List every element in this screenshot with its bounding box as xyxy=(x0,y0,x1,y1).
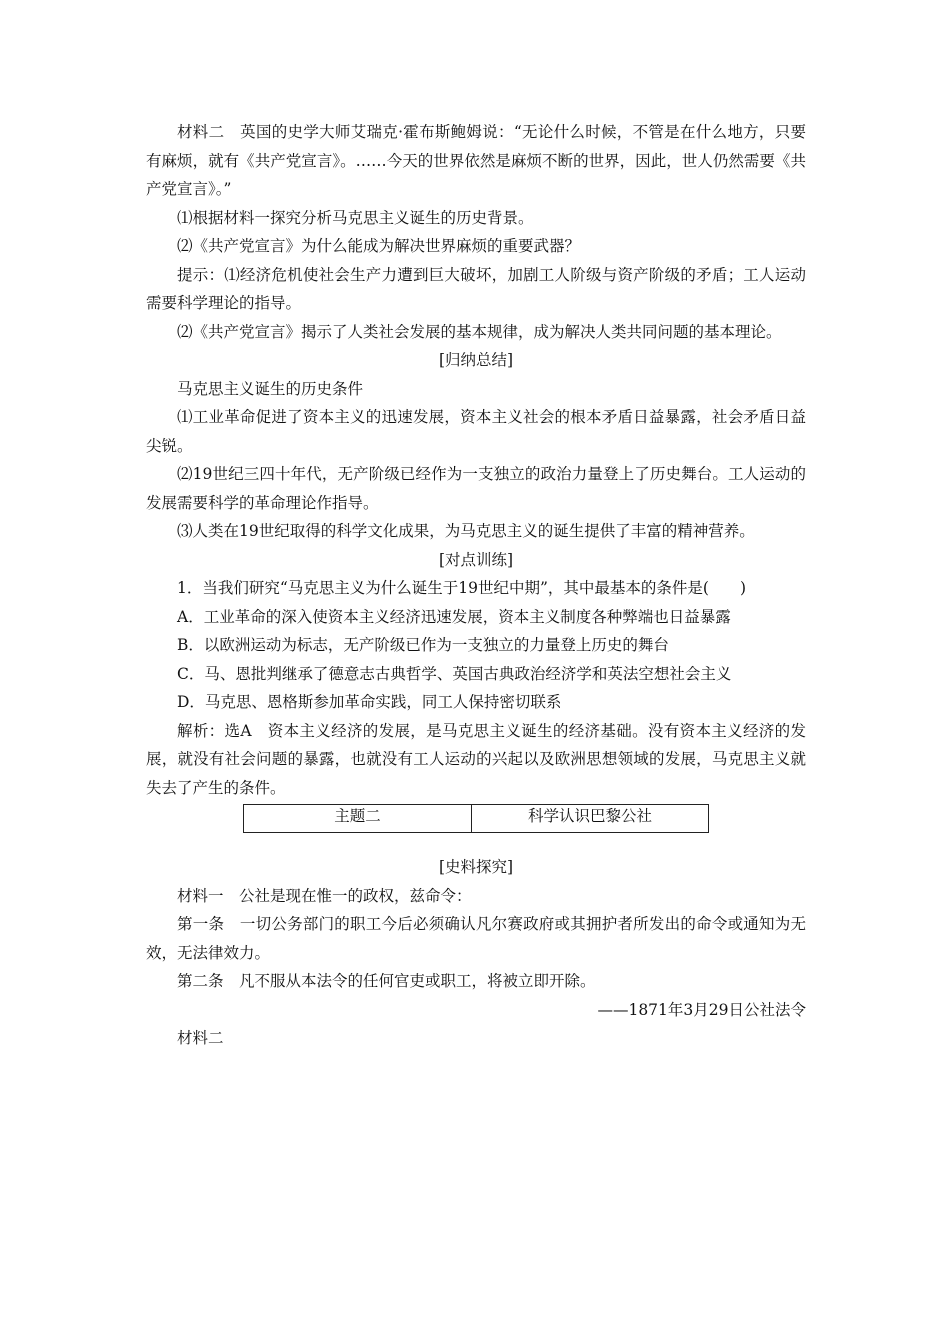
citation: ——1871年3月29日公社法令 xyxy=(597,1000,806,1019)
practice-heading: [对点训练] xyxy=(438,550,514,569)
summary-heading: [归纳总结] xyxy=(438,351,514,369)
practice-question: 1．当我们研究“马克思主义为什么诞生于19世纪中期”，其中最基本的条件是( ) xyxy=(177,579,747,597)
analysis-paragraph: 解析：选A 资本主义经济的发展，是马克思主义诞生的经济基础。没有资本主义经济的发展，就没有社会问题的暴露，也就没有工人运动的兴起以及欧洲思想领域的发展，马克思主义就失去了产生的条件。 xyxy=(146,721,806,797)
question-two: ⑵《共产党宣言》为什么能成为解决世界麻烦的重要武器？ xyxy=(177,237,581,255)
summary-item: ⑵19世纪三四十年代，无产阶级已经作为一支独立的政治力量登上了历史舞台。工人运动的发展需要科学的革命理论作指导。 xyxy=(146,465,806,512)
topic-row xyxy=(244,805,709,833)
source-material-two: 材料二 xyxy=(177,1029,224,1047)
source-material-one: 材料一 公社是现在惟一的政权，兹命令： xyxy=(177,886,472,905)
material-two-paragraph: 材料二 英国的史学大师艾瑞克·霍布斯鲍姆说：“无论什么时候，不管是在什么地方，只要有麻烦，就有《共产党宣言》。……今天的世界依然是麻烦不断的世界，因此，世人仍然需要《共产党宣言》。” xyxy=(146,123,806,198)
topic-title: 科学认识巴黎公社 xyxy=(472,805,709,833)
summary-title: 马克思主义诞生的历史条件 xyxy=(177,379,364,398)
summary-item: ⑴工业革命促进了资本主义的迅速发展，资本主义社会的根本矛盾日益暴露，社会矛盾日益尖锐。 xyxy=(146,408,806,455)
topic-label: 主题二 xyxy=(244,805,472,833)
source-heading: [史料探究] xyxy=(438,858,514,876)
option-b: B．以欧洲运动为标志，无产阶级已作为一支独立的力量登上历史的舞台 xyxy=(177,636,669,654)
option-d: D．马克思、恩格斯参加革命实践，同工人保持密切联系 xyxy=(177,693,562,711)
article-two: 第二条 凡不服从本法令的任何官吏或职工，将被立即开除。 xyxy=(177,972,596,990)
spacer xyxy=(146,833,806,853)
hint-two: ⑵《共产党宣言》揭示了人类社会发展的基本规律，成为解决人类共同问题的基本理论。 xyxy=(177,322,782,341)
summary-item: ⑶人类在19世纪取得的科学文化成果，为马克思主义的诞生提供了丰富的精神营养。 xyxy=(177,522,755,540)
hint-one: 提示：⑴经济危机使社会生产力遭到巨大破坏，加剧工人阶级与资产阶级的矛盾；工人运动需要科学理论的指导。 xyxy=(146,265,806,312)
article-one: 第一条 一切公务部门的职工今后必须确认凡尔赛政府或其拥护者所发出的命令或通知为无效，无法律效力。 xyxy=(146,915,806,962)
question-one: ⑴根据材料一探究分析马克思主义诞生的历史背景。 xyxy=(177,208,534,227)
option-c: C．马、恩批判继承了德意志古典哲学、英国古典政治经济学和英法空想社会主义 xyxy=(177,664,732,683)
option-a: A．工业革命的深入使资本主义经济迅速发展，资本主义制度各种弊端也日益暴露 xyxy=(177,607,731,626)
topic-table xyxy=(243,804,709,833)
document-page xyxy=(146,118,806,1053)
